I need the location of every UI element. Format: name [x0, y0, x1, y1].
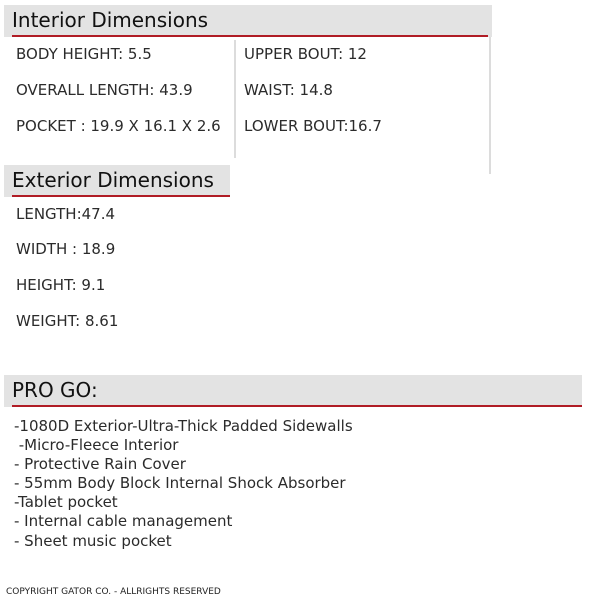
feature-item: - Sheet music pocket — [14, 532, 172, 550]
interior-lower-bout: LOWER BOUT:16.7 — [244, 117, 382, 135]
interior-pocket: POCKET : 19.9 X 16.1 X 2.6 — [16, 117, 221, 135]
exterior-title: Exterior Dimensions — [12, 168, 214, 192]
exterior-length: LENGTH:47.4 — [16, 205, 116, 223]
exterior-underline — [12, 195, 230, 197]
feature-item: - Internal cable management — [14, 512, 233, 530]
exterior-width: WIDTH : 18.9 — [16, 240, 116, 258]
exterior-weight: WEIGHT: 8.61 — [16, 312, 119, 330]
feature-item: -Tablet pocket — [14, 493, 118, 511]
feature-item: -Micro-Fleece Interior — [14, 436, 179, 454]
interior-overall-length: OVERALL LENGTH: 43.9 — [16, 81, 193, 99]
interior-title: Interior Dimensions — [12, 8, 209, 32]
pro-go-underline — [12, 405, 582, 407]
interior-upper-bout: UPPER BOUT: 12 — [244, 45, 367, 63]
interior-column-divider — [234, 40, 236, 158]
exterior-header — [4, 165, 230, 197]
copyright-notice: COPYRIGHT GATOR CO. - ALLRIGHTS RESERVED — [6, 587, 221, 597]
pro-go-header — [4, 375, 582, 407]
interior-header — [4, 5, 492, 37]
interior-right-border — [489, 37, 491, 174]
feature-item: - Protective Rain Cover — [14, 455, 186, 473]
exterior-height: HEIGHT: 9.1 — [16, 276, 106, 294]
interior-underline — [12, 35, 488, 37]
feature-item: -1080D Exterior-Ultra-Thick Padded Sidewalls — [14, 417, 353, 435]
pro-go-title: PRO GO: — [12, 378, 98, 402]
feature-item: - 55mm Body Block Internal Shock Absorber — [14, 474, 346, 492]
interior-body-height: BODY HEIGHT: 5.5 — [16, 45, 152, 63]
interior-waist: WAIST: 14.8 — [244, 81, 333, 99]
